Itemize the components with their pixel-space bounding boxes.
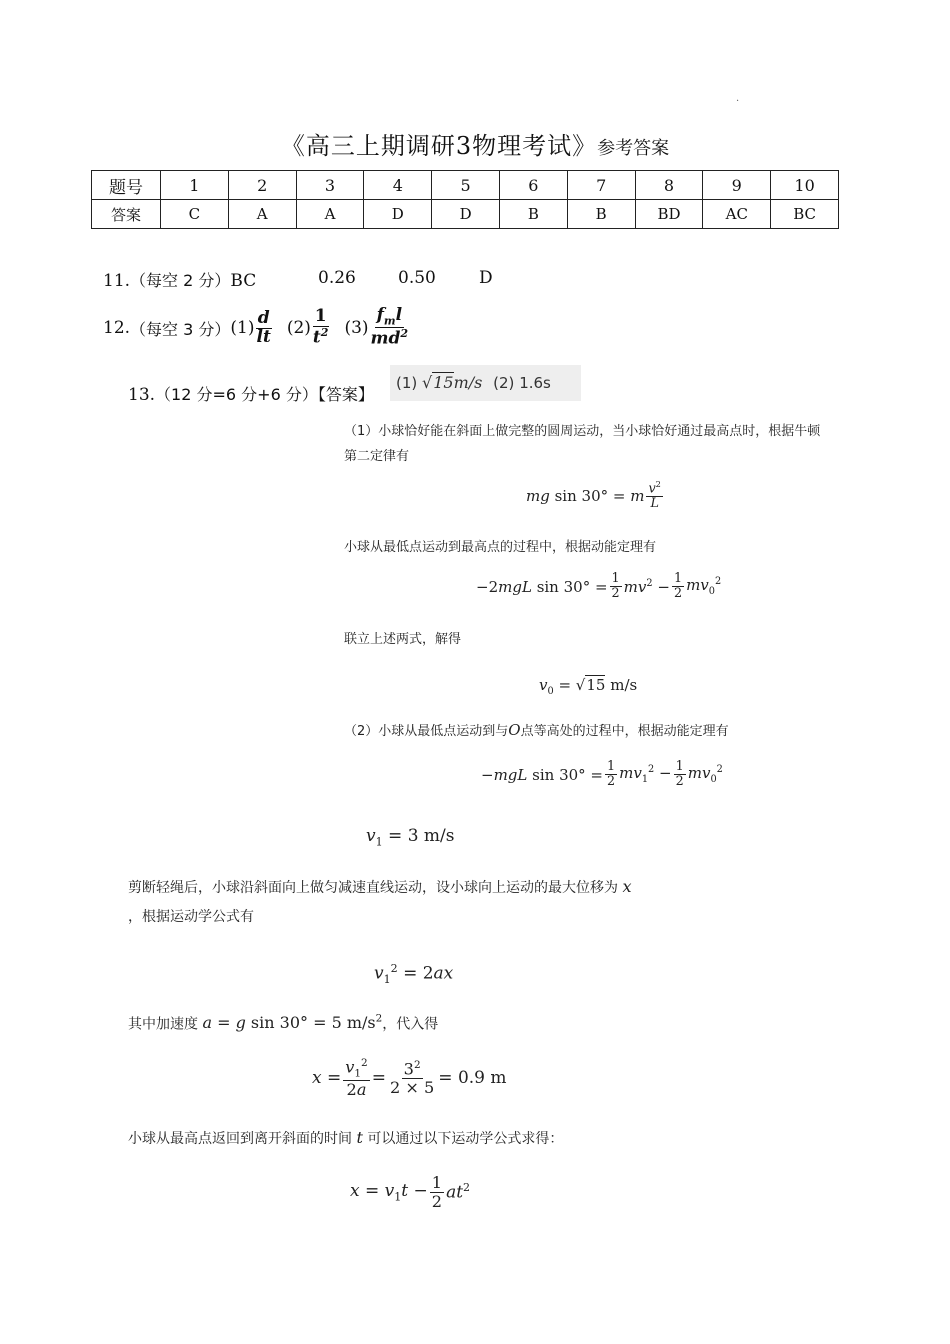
q13-answer-tag: 【答案】	[317, 385, 374, 404]
number-cell: 6	[499, 171, 567, 200]
number-cell: 1	[161, 171, 229, 200]
answer-cell: C	[161, 200, 229, 229]
number-cell: 5	[432, 171, 500, 200]
q11-prefix: 11.	[103, 271, 131, 291]
answer-cell: A	[228, 200, 296, 229]
number-cell: 8	[635, 171, 703, 200]
q13-line	[128, 382, 374, 405]
answer-cell: BD	[635, 200, 703, 229]
q12-note: （每空 3 分）	[130, 319, 231, 339]
text-5a: 剪断轻绳后，小球沿斜面向上做匀减速直线运动，设小球向上运动的最大位移为	[128, 880, 618, 896]
answer-label-cell: 答案	[92, 200, 161, 229]
equation-3: $v_0 = √15$ m/s	[539, 676, 638, 697]
equation-8: $x = v_1t$ − $\frac{1}{2}$ $at^2$	[350, 1173, 471, 1211]
answer-cell: B	[567, 200, 635, 229]
q12-formula-1: $\frac{d}{lt}$	[256, 307, 271, 347]
q12-part2-label: (2)	[286, 318, 311, 338]
q12-formula-3: $\frac{f_ml}{md^2}$	[370, 305, 409, 349]
q11-line	[103, 268, 256, 291]
q13-text-2: 小球从最低点运动到最高点的过程中，根据动能定理有	[344, 540, 657, 555]
q13-note: （12 分=6 分+6 分）	[155, 385, 318, 404]
q12-part1-label: (1)	[230, 318, 255, 338]
text-7b: 可以通过以下运动学公式求得：	[367, 1131, 564, 1147]
answer-box-part1: (1)	[396, 374, 418, 392]
answer-box-part2: (2)	[493, 374, 515, 392]
q13-text-4: （2）小球从最低点运动到与O点等高处的过程中，根据动能定理有	[344, 721, 729, 739]
answer-cell: B	[499, 200, 567, 229]
number-cell: 7	[567, 171, 635, 200]
answer-key-answers-row	[92, 200, 839, 229]
q13-text-3: 联立上述两式，解得	[344, 632, 462, 647]
number-cell: 3	[296, 171, 364, 200]
page-title	[0, 126, 950, 161]
q11-answer-2: 0.26	[318, 268, 356, 288]
sqrt-symbol: √	[422, 373, 433, 392]
answer-cell: D	[432, 200, 500, 229]
q13-text-7: 小球从最高点返回到离开斜面的时间 t 可以通过以下运动学公式求得：	[128, 1128, 564, 1147]
answer-key-table	[91, 170, 839, 229]
answer-cell: AC	[703, 200, 771, 229]
text-4b: 点等高处的过程中，根据动能定理有	[520, 724, 729, 739]
equation-5: $v_1 = 3$ m/s	[366, 826, 455, 849]
number-cell: 4	[364, 171, 432, 200]
text-7a: 小球从最高点返回到离开斜面的时间	[128, 1131, 352, 1147]
answer-cell: D	[364, 200, 432, 229]
q13-text-6: 其中加速度 a = g sin 30° = 5 $m/s^2$，代入得	[128, 1013, 439, 1033]
q13-answer-box	[390, 365, 581, 401]
q11-answer-1: BC	[230, 271, 257, 291]
q12-prefix: 12.	[103, 318, 131, 338]
q13-text-1b: 第二定律有	[344, 449, 410, 464]
equation-1: mg sin 30° = m $v^2$ L	[526, 479, 661, 512]
equation-6: $v_1^2 = 2ax$	[374, 962, 454, 987]
text-6b: ，代入得	[382, 1016, 439, 1033]
title-suffix: 参考答案	[597, 138, 670, 159]
q13-text-1: （1）小球恰好能在斜面上做完整的圆周运动，当小球恰好通过最高点时，根据牛顿	[344, 424, 821, 439]
answer-cell: BC	[771, 200, 839, 229]
equation-4: −mgL sin 30° = $\frac{1}{2}$ $mv_1^2$ − $\frac{1}{2}$ $mv_0^2$	[481, 759, 723, 790]
q13-text-5b: ，根据运动学公式有	[128, 909, 254, 925]
answer-cell: A	[296, 200, 364, 229]
equation-2: −2mgL sin 30° = $\frac{1}{2}$ $mv^2$ − $\frac{1}{2}$ $mv_0^2$	[476, 571, 722, 602]
text-4a: （2）小球从最低点运动到与	[344, 724, 509, 739]
number-cell: 2	[228, 171, 296, 200]
q12-line	[103, 306, 410, 350]
q11-note: （每空 2 分）	[130, 271, 231, 290]
q13-text-5: 剪断轻绳后，小球沿斜面向上做匀减速直线运动，设小球向上运动的最大位移为 x	[128, 877, 632, 896]
q12-part3-label: (3)	[344, 318, 369, 338]
q13-prefix: 13.	[128, 385, 156, 405]
answer-key-numbers-row	[92, 171, 839, 200]
title-main: 《高三上期调研3物理考试》	[280, 132, 598, 160]
answer-box-formula: √15m/s	[422, 373, 483, 392]
header-label-cell: 题号	[92, 171, 161, 200]
q11-answer-4: D	[479, 268, 493, 288]
q11-answer-3: 0.50	[398, 268, 436, 288]
number-cell: 9	[703, 171, 771, 200]
number-cell: 10	[771, 171, 839, 200]
text-6a: 其中加速度	[128, 1016, 198, 1033]
page-dot: ·	[736, 96, 740, 107]
q12-formula-2: $\frac{1}{t^2}$	[312, 306, 329, 348]
answer-box-value-2: 1.6s	[519, 374, 551, 392]
equation-7: x = $\frac{v_1^2}{2a}$ = $\frac{3^2}{2 \times 5}$ = 0.9 m	[312, 1057, 507, 1100]
